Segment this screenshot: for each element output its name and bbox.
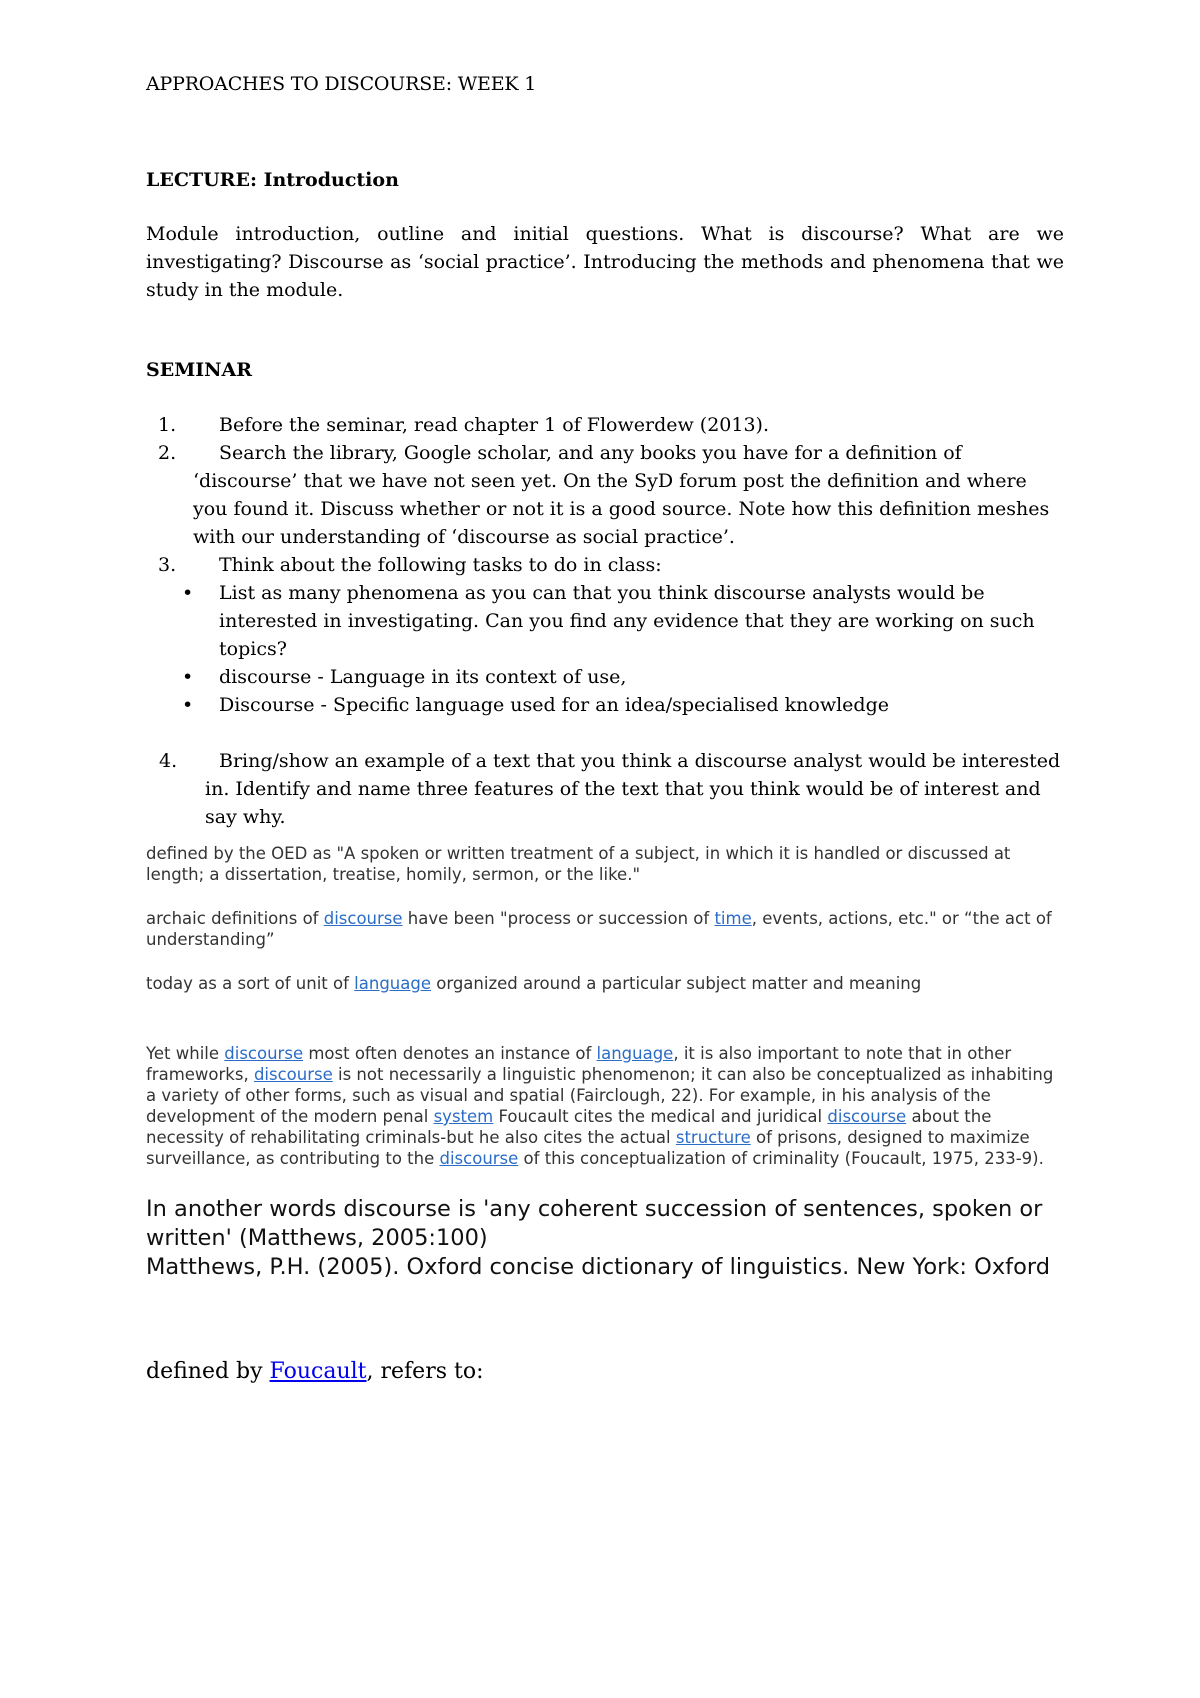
foucault-paragraph bbox=[146, 1043, 1064, 1169]
document-header: APPROACHES TO DISCOURSE: WEEK 1 bbox=[146, 73, 537, 95]
structure-link[interactable]: structure bbox=[675, 1128, 751, 1147]
bullet-text: List as many phenomena as you can that you think discourse analysts would be interested in investigating. Can you find any evidence that they are working on such topics? bbox=[219, 582, 1035, 660]
task-text: Bring/show an example of a text that you think a discourse analyst would be interested in. Identify and name three features of the text that you think would be of interest and say why. bbox=[205, 750, 1061, 828]
lecture-description: Module introduction, outline and initial questions. What is discourse? What are we investigating? Discourse as ‘social practice’. Introducing the methods and phenomena that we study in the module. bbox=[146, 223, 1064, 301]
system-link[interactable]: system bbox=[433, 1107, 494, 1126]
text-run: , events, actions, etc." or “the act of understanding” bbox=[146, 909, 1052, 949]
text-run: of this conceptualization of criminality (Foucault, 1975, 233-9). bbox=[518, 1149, 1044, 1168]
bullet-text: discourse - Language in its context of use, bbox=[219, 666, 627, 688]
task-number: 4. bbox=[159, 750, 178, 772]
bullet-icon: • bbox=[182, 666, 194, 688]
foucault-link[interactable]: Foucault bbox=[269, 1359, 367, 1384]
text-run: have been "process or succession of bbox=[402, 909, 715, 928]
bullet-item bbox=[146, 663, 1064, 691]
task-text: Before the seminar, read chapter 1 of Flowerdew (2013). bbox=[219, 414, 770, 436]
discourse-link[interactable]: discourse bbox=[827, 1107, 907, 1126]
text-run: defined by bbox=[146, 1359, 270, 1384]
archaic-definition bbox=[146, 908, 1064, 950]
text-run: archaic definitions of bbox=[146, 909, 324, 928]
text-run: , it is also important to note that in other frameworks, bbox=[146, 1044, 1012, 1084]
task-number: 2. bbox=[158, 442, 177, 464]
language-link[interactable]: language bbox=[354, 974, 431, 993]
discourse-link[interactable]: discourse bbox=[323, 909, 403, 928]
task-3-bullet-list bbox=[146, 579, 1064, 719]
text-run: is not necessarily a linguistic phenomenon; it can also be conceptualized as inhabiting a variety of other forms, such as visual and spatial (Fairclough, 22). For example, in his analysis of the development of the modern penal bbox=[146, 1065, 1054, 1126]
text-run: most often denotes an instance of bbox=[303, 1044, 597, 1063]
seminar-task-2 bbox=[146, 439, 1064, 551]
text-run: about the necessity of rehabilitating criminals-but he also cites the actual bbox=[146, 1107, 992, 1147]
lecture-title: LECTURE: Introduction bbox=[146, 169, 399, 191]
bullet-icon: • bbox=[182, 582, 194, 604]
oed-definition: defined by the OED as "A spoken or written treatment of a subject, in which it is handled or discussed at length; a dissertation, treatise, homily, sermon, or the like." bbox=[146, 844, 1011, 884]
seminar-task-list bbox=[146, 411, 1064, 831]
text-run: today as a sort of unit of bbox=[146, 974, 355, 993]
bullet-icon: • bbox=[182, 694, 194, 716]
time-link[interactable]: time bbox=[714, 909, 752, 928]
discourse-link[interactable]: discourse bbox=[224, 1044, 304, 1063]
task-number: 3. bbox=[158, 554, 177, 576]
seminar-task-3 bbox=[146, 551, 1064, 579]
matthews-quote bbox=[146, 1195, 1064, 1282]
text-run: , refers to: bbox=[366, 1359, 484, 1384]
foucault-definition bbox=[146, 1357, 1064, 1387]
discourse-link[interactable]: discourse bbox=[439, 1149, 519, 1168]
seminar-task-4 bbox=[146, 747, 1064, 831]
today-definition bbox=[146, 973, 1064, 994]
text-run: of prisons, designed to maximize surveillance, as contributing to the bbox=[146, 1128, 1030, 1168]
discourse-link[interactable]: discourse bbox=[253, 1065, 333, 1084]
language-link[interactable]: language bbox=[596, 1044, 674, 1063]
bullet-item bbox=[146, 691, 1064, 719]
text-run: organized around a particular subject matter and meaning bbox=[431, 974, 922, 993]
task-text: Search the library, Google scholar, and any books you have for a definition of ‘discourse’ that we have not seen yet. On the SyD forum post the definition and where you found it. Discuss whether or not it is a good source. Note how this definition meshes with our understanding of ‘discourse as social practice’. bbox=[193, 442, 1050, 548]
seminar-task-1 bbox=[146, 411, 1064, 439]
task-text: Think about the following tasks to do in class: bbox=[219, 554, 662, 576]
quote-text: In another words discourse is 'any coherent succession of sentences, spoken or written' (Matthews, 2005:100) bbox=[146, 1196, 1043, 1251]
task-number: 1. bbox=[158, 414, 177, 436]
bullet-item bbox=[146, 579, 1064, 663]
bullet-text: Discourse - Specific language used for an idea/specialised knowledge bbox=[219, 694, 890, 716]
text-run: Foucault cites the medical and juridical bbox=[493, 1107, 828, 1126]
document-page bbox=[146, 70, 1064, 1387]
seminar-title: SEMINAR bbox=[146, 359, 253, 381]
quote-citation: Matthews, P.H. (2005). Oxford concise dictionary of linguistics. New York: Oxford bbox=[146, 1254, 1050, 1280]
text-run: Yet while bbox=[146, 1044, 225, 1063]
